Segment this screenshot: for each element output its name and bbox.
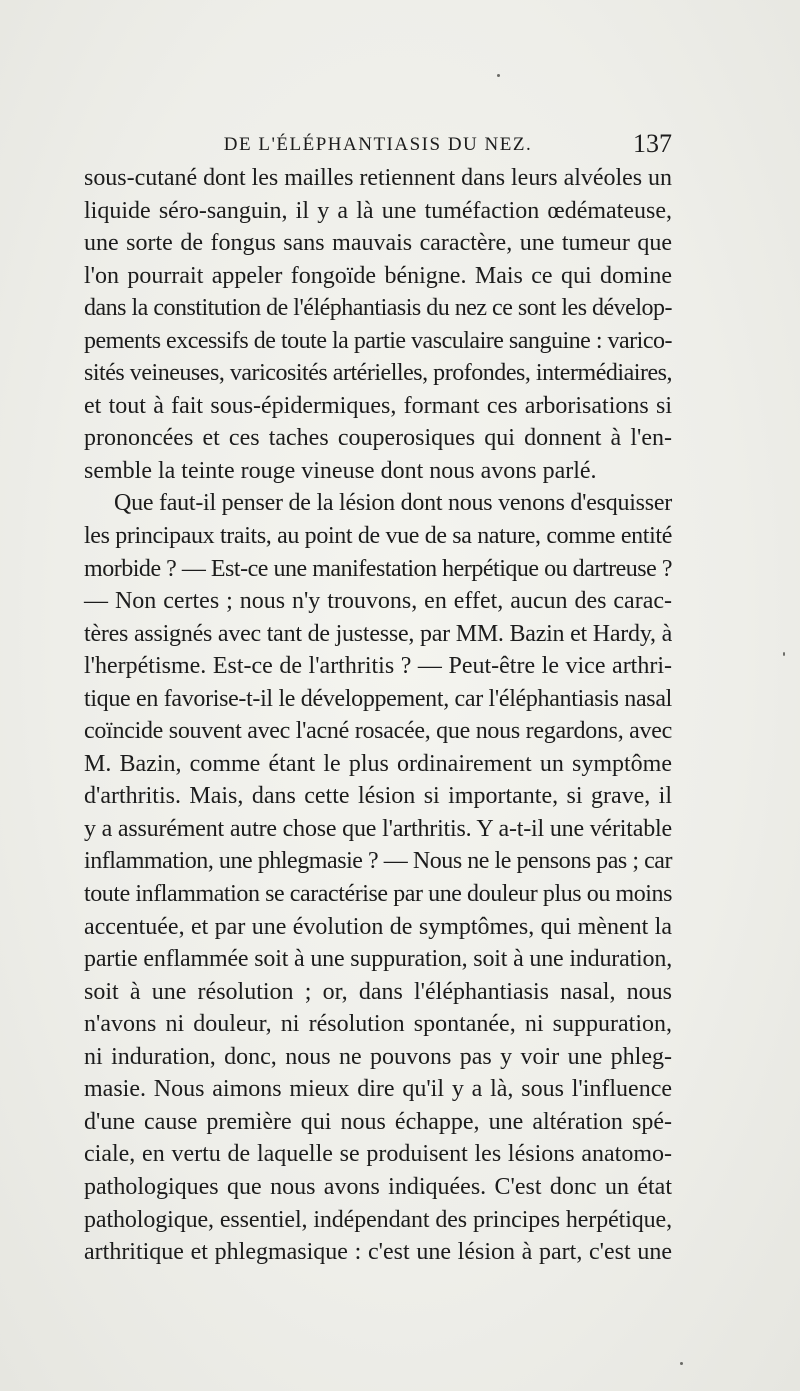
text-line: les principaux traits, au point de vue de sa nature, comme entité (84, 523, 672, 550)
text-line: masie. Nous aimons mieux dire qu'il y a là, sous l'influence (84, 1076, 672, 1103)
text-line: pathologiques que nous avons indiquées. C'est donc un état (84, 1173, 672, 1200)
running-title: DE L'ÉLÉPHANTIASIS DU NEZ. (223, 134, 533, 155)
paper-speck (497, 74, 500, 77)
text-line: liquide séro-sanguin, il y a là une tuméfaction œdémateuse, (84, 197, 672, 224)
page-header (84, 131, 672, 161)
text-line: et tout à fait sous-épidermiques, formant ces arborisations si (84, 392, 672, 419)
paragraph-1 (84, 162, 672, 487)
page-number: 137 (633, 129, 672, 158)
text-line: accentuée, et par une évolution de symptômes, qui mènent la (84, 913, 672, 940)
body-text (84, 162, 672, 1269)
text-line: dans la constitution de l'éléphantiasis du nez ce sont les dévelop- (84, 295, 672, 322)
text-line: arthritique et phlegmasique : c'est une lésion à part, c'est une (84, 1239, 672, 1266)
text-line: M. Bazin, comme étant le plus ordinairement un symptôme (84, 750, 672, 777)
text-line: d'une cause première qui nous échappe, une altération spé- (84, 1108, 672, 1135)
text-line: morbide ? — Est-ce une manifestation herpétique ou dartreuse ? (84, 555, 673, 582)
paper-speck (783, 652, 785, 656)
text-line: y a assurément autre chose que l'arthritis. Y a-t-il une véritable (84, 815, 672, 842)
text-line: une sorte de fongus sans mauvais caractère, une tumeur que (84, 230, 672, 257)
text-line: pements excessifs de toute la partie vasculaire sanguine : varico- (84, 327, 673, 354)
text-line: d'arthritis. Mais, dans cette lésion si importante, si grave, il (84, 783, 672, 810)
text-line: toute inflammation se caractérise par une douleur plus ou moins (84, 881, 672, 908)
text-line: Que faut-il penser de la lésion dont nous venons d'esquisser (114, 490, 672, 517)
text-line: coïncide souvent avec l'acné rosacée, que nous regardons, avec (84, 718, 673, 745)
paragraph-2 (84, 487, 672, 1268)
text-line: ciale, en vertu de laquelle se produisent les lésions anatomo- (84, 1141, 672, 1168)
text-line: sités veineuses, varicosités artérielles, profondes, intermédiaires, (84, 360, 673, 387)
text-line: inflammation, une phlegmasie ? — Nous ne le pensons pas ; car (84, 848, 673, 875)
text-line: soit à une résolution ; or, dans l'éléphantiasis nasal, nous (84, 978, 672, 1005)
text-line: n'avons ni douleur, ni résolution spontanée, ni suppuration, (84, 1011, 672, 1038)
text-line: partie enflammée soit à une suppuration, soit à une induration, (84, 946, 673, 973)
text-line: semble la teinte rouge vineuse dont nous avons parlé. (84, 457, 597, 484)
text-line: l'on pourrait appeler fongoïde bénigne. Mais ce qui domine (84, 262, 672, 289)
text-line: — Non certes ; nous n'y trouvons, en effet, aucun des carac- (84, 588, 672, 615)
text-line: ni induration, donc, nous ne pouvons pas y voir une phleg- (84, 1043, 672, 1070)
text-line: l'herpétisme. Est-ce de l'arthritis ? — Peut-être le vice arthri- (84, 653, 672, 680)
paper-speck (680, 1362, 683, 1365)
text-line: sous-cutané dont les mailles retiennent dans leurs alvéoles un (84, 165, 672, 191)
text-line: pathologique, essentiel, indépendant des principes herpétique, (84, 1206, 672, 1233)
text-line: tique en favorise-t-il le développement, car l'éléphantiasis nasal (84, 685, 672, 712)
text-line: prononcées et ces taches couperosiques qui donnent à l'en- (84, 425, 672, 452)
text-line: tères assignés avec tant de justesse, par MM. Bazin et Hardy, à (84, 620, 673, 647)
